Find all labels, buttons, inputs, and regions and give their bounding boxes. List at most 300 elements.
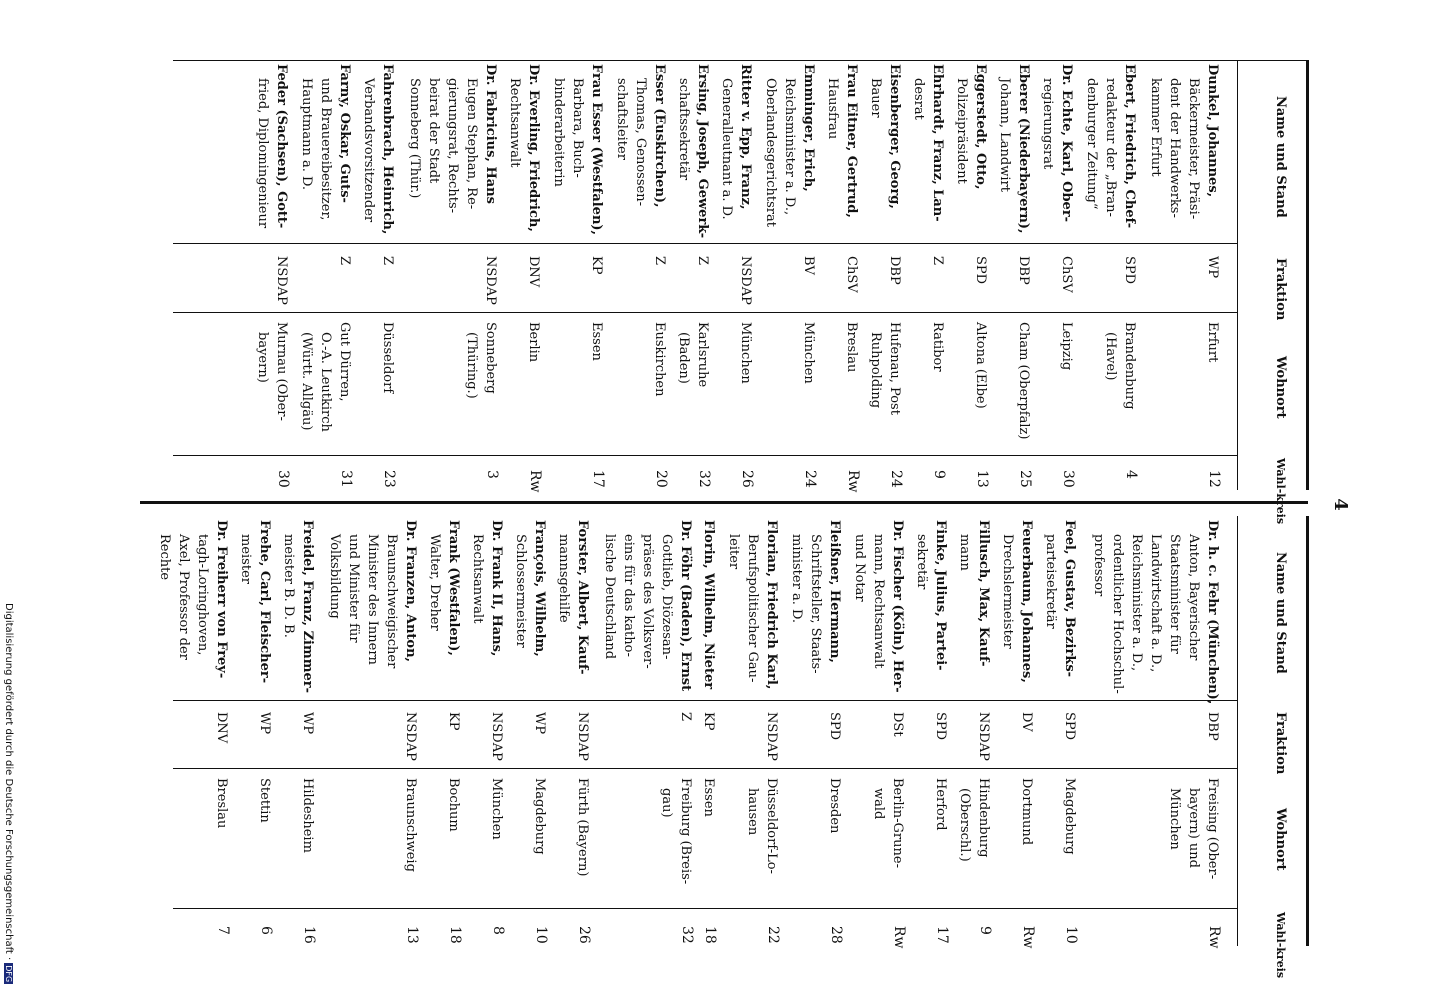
right-row-16-wohnort-line: Stettin (257, 778, 272, 823)
right-row-6-name-cell (787, 520, 844, 674)
left-row-17-name-cell (253, 64, 291, 228)
right-row-12-wahlkreis: 8 (490, 926, 506, 935)
right-row-15-fraktion: WP (300, 712, 315, 735)
left-row-9-name-cell (717, 64, 755, 220)
right-row-13-wohnort-line: Bochum (446, 778, 461, 832)
left-row-6-name: Eisenberger, Georg, (887, 64, 902, 209)
right-row-16-stand-line: meister (238, 534, 253, 584)
left-row-4-stand-line: Polizeipräsident (954, 78, 969, 184)
left-row-6-wahlkreis: 24 (888, 470, 904, 488)
left-row-1-name: Ebert, Friedrich, Chef- (1122, 64, 1137, 229)
right-row-0-wohnort-line: München (1167, 788, 1182, 850)
right-row-10-wohnort (573, 778, 592, 876)
left-row-3-wahlkreis: 25 (1017, 470, 1033, 488)
left-row-7-wohnort (842, 322, 861, 372)
right-row-0-name: Dr. h. c. Fehr (München), (1205, 520, 1220, 705)
left-row-1-fraktion: SPD (1122, 256, 1137, 285)
right-row-13-wohnort (444, 778, 463, 832)
right-row-2-wahlkreis: Rw (1020, 926, 1036, 949)
right-row-16-wohnort (255, 778, 274, 823)
left-row-13-stand-line: Rechtsanwalt (507, 78, 522, 168)
left-row-8-name: Emminger, Erich, (801, 64, 816, 192)
left-row-16-wohnort-line: (Württ. Allgäu) (299, 332, 314, 431)
right-row-11-name-cell (511, 520, 549, 657)
right-row-3-wohnort-line: Hindenburg (976, 778, 991, 858)
left-row-5-wahlkreis: 9 (931, 470, 947, 479)
right-row-2-fraktion: DV (1019, 712, 1034, 732)
right-row-0-wohnort (1165, 778, 1222, 879)
right-row-0-wahlkreis: Rw (1206, 926, 1222, 949)
right-row-3-name-cell (955, 520, 993, 667)
left-row-3-wohnort-line: Cham (Oberpfalz) (1016, 322, 1031, 440)
left-row-13-wahlkreis: Rw (527, 470, 543, 493)
left-row-9-wahlkreis: 26 (739, 470, 755, 488)
right-row-17-stand-line: tagh-Loringhoven, (195, 534, 210, 656)
left-row-16-name-cell (297, 64, 354, 220)
right-row-4-wahlkreis: 17 (934, 926, 950, 944)
left-col-sep-2 (173, 312, 1238, 313)
left-row-15-fraktion: Z (380, 256, 395, 266)
left-row-10-fraktion: Z (695, 256, 710, 266)
left-row-9-name: Ritter v. Epp, Franz, (738, 64, 753, 210)
left-row-7-wahlkreis: Rw (845, 470, 861, 493)
right-row-14-wohnort (401, 778, 420, 872)
right-row-14-fraktion: NSDAP (403, 712, 418, 761)
right-row-6-stand-line: minister a. D. (789, 534, 804, 624)
right-row-5-wohnort (869, 778, 907, 868)
right-row-9-fraktion: Z (678, 712, 693, 722)
right-row-14-name: Dr. Franzen, Anton, (403, 520, 418, 663)
right-row-8-wohnort (699, 778, 718, 817)
left-col-sep-3 (173, 455, 1238, 456)
left-row-16-wohnort (297, 322, 354, 432)
right-row-10-wohnort-line: Fürth (Bayern) (575, 778, 590, 877)
left-row-5-fraktion: Z (930, 256, 945, 266)
right-row-5-fraktion: DSt (890, 712, 905, 737)
right-header-wahlkreis: Wahl-kreis (1274, 912, 1287, 979)
left-row-3-name-cell (995, 64, 1033, 234)
footer-text: Digitalisierung gefördert durch die Deutsche Forschungsgemeinschaft · (3, 603, 14, 961)
left-row-10-wohnort (674, 322, 712, 387)
left-col-sep-1 (173, 243, 1238, 244)
right-row-17-stand-line: Rechte (157, 534, 172, 581)
right-table-right-border (1306, 516, 1309, 946)
left-row-2-name-cell (1038, 64, 1076, 222)
right-row-0-stand-line: ordentlicher Hochschul- (1110, 534, 1125, 694)
left-row-15-name: Fahrenbrach, Heinrich, (380, 64, 395, 235)
right-row-15-wohnort (298, 778, 317, 853)
right-row-12-wohnort (487, 778, 506, 840)
right-table-header-sep (1237, 516, 1238, 946)
right-row-0-wohnort-line: Freising (Ober- (1205, 778, 1220, 880)
left-row-12-wahlkreis: 17 (590, 470, 606, 488)
left-row-1-stand-line: redakteur der „Bran- (1103, 78, 1118, 217)
right-row-7-stand-line: leiter (726, 534, 741, 570)
left-row-4-fraktion: SPD (973, 256, 988, 285)
left-row-4-wohnort-line: Altona (Elbe) (973, 322, 988, 409)
left-row-2-stand-line: regierungsrat (1040, 78, 1055, 170)
right-row-4-wohnort (931, 778, 950, 830)
right-row-17-wohnort (212, 778, 231, 828)
left-row-5-name-cell (909, 64, 947, 222)
left-row-17-wahlkreis: 30 (275, 470, 291, 488)
right-row-13-name: Frank (Westfalen), (446, 520, 461, 656)
right-row-7-fraktion: NSDAP (764, 712, 779, 761)
right-row-3-name: Fillusch, Max, Kauf- (976, 520, 991, 667)
right-row-5-name-cell (850, 520, 907, 693)
right-row-1-fraktion: SPD (1062, 712, 1077, 741)
left-row-0-wohnort (1203, 322, 1222, 362)
right-row-13-fraktion: KP (446, 712, 461, 731)
right-row-11-wahlkreis: 10 (533, 926, 549, 944)
right-row-14-stand-line: Minister des Innern (365, 534, 380, 665)
right-row-8-name: Florin, Wilhelm, Nieter (701, 520, 716, 690)
left-row-8-wohnort-line: München (801, 322, 816, 384)
right-row-0-stand-line: Anton, Bayerischer (1186, 534, 1201, 661)
footer-credit (3, 603, 14, 984)
left-row-11-stand-line: Thomas, Genossen- (633, 78, 648, 206)
left-row-12-wohnort (587, 322, 606, 361)
right-row-1-stand-line: parteisekretär (1043, 534, 1058, 629)
left-row-14-wohnort-line: (Thüring.) (464, 332, 479, 399)
right-row-3-wohnort (955, 778, 993, 862)
left-header-wohnort: Wohnort (1273, 356, 1288, 419)
left-row-13-name-cell (505, 64, 543, 232)
right-row-2-wohnort (1017, 778, 1036, 845)
left-row-1-stand-line: denburger Zeitung“ (1084, 78, 1099, 210)
left-row-11-fraktion: Z (652, 256, 667, 266)
left-row-8-name-cell (761, 64, 818, 227)
right-row-15-wohnort-line: Hildesheim (300, 778, 315, 853)
left-row-15-name-cell (359, 64, 397, 234)
left-row-10-name: Ersing, Joseph, Gewerk- (695, 64, 710, 239)
right-row-0-stand-line: professor (1091, 534, 1106, 597)
right-row-7-wohnort-line: Düsseldorf-Lo- (764, 778, 779, 874)
right-row-11-wohnort-line: Magdeburg (532, 778, 547, 855)
right-row-12-name-cell (468, 520, 506, 656)
right-row-9-wohnort-line: Freiburg (Breis- (678, 778, 693, 885)
right-row-6-wohnort-line: Dresden (827, 778, 842, 834)
right-row-14-wahlkreis: 13 (404, 926, 420, 944)
left-row-6-wohnort-line: Ruhpolding (868, 332, 883, 409)
left-row-8-fraktion: BV (801, 256, 816, 275)
left-row-0-stand-line: dent der Handwerks- (1167, 78, 1182, 218)
left-row-4-name: Eggerstedt, Otto, (973, 64, 988, 190)
right-row-6-wohnort (825, 778, 844, 833)
left-row-7-wohnort-line: Breslau (844, 322, 859, 373)
right-row-3-fraktion: NSDAP (976, 712, 991, 761)
left-row-14-stand-line: gierungsrat, Rechts- (445, 78, 460, 214)
right-row-12-name: Dr. Frank II, Hans, (489, 520, 504, 657)
right-row-0-stand-line: Staatsminister für (1167, 534, 1182, 654)
right-row-9-stand-line: präses des Volksver- (640, 534, 655, 669)
right-row-17-name: Dr. Freiherr von Frey- (214, 520, 229, 679)
left-row-5-wohnort (928, 322, 947, 372)
right-row-14-stand-line: und Minister für (346, 534, 361, 643)
left-table-top (173, 60, 1309, 61)
right-row-10-name: Forster, Albert, Kauf- (575, 520, 590, 675)
left-row-17-fraktion: NSDAP (274, 256, 289, 305)
right-row-6-name: Fleißner, Hermann, (827, 520, 842, 663)
left-row-1-wohnort-line: Brandenburg (1122, 322, 1137, 410)
left-row-17-name: Feder (Sachsen), Gott- (274, 64, 289, 229)
left-row-12-wohnort-line: Essen (589, 322, 604, 361)
right-row-4-stand-line: sekretär (914, 534, 929, 590)
right-row-3-wohnort-line: (Oberschl.) (957, 788, 972, 862)
right-header-fraktion: Fraktion (1273, 712, 1288, 775)
left-row-16-fraktion: Z (337, 256, 352, 266)
left-row-14-wohnort (462, 322, 500, 399)
right-row-0-name-cell (1089, 520, 1222, 704)
right-row-5-wohnort-line: Berlin-Grune- (890, 778, 905, 868)
left-row-16-wahlkreis: 31 (338, 470, 354, 488)
left-header-name: Name und Stand (1273, 96, 1288, 218)
right-row-17-wohnort-line: Breslau (214, 778, 229, 829)
right-col-sep-1 (173, 700, 1238, 701)
right-row-12-wohnort-line: München (489, 778, 504, 840)
right-col-sep-3 (173, 908, 1238, 909)
right-row-8-wahlkreis: 18 (702, 926, 718, 944)
left-table-header-sep (1237, 60, 1238, 490)
right-row-2-name: Feuerbaum, Johannes, (1019, 520, 1034, 683)
right-row-1-name-cell (1041, 520, 1079, 677)
right-row-13-wahlkreis: 18 (447, 926, 463, 944)
right-row-0-fraktion: DBP (1205, 712, 1220, 741)
right-row-12-fraktion: NSDAP (489, 712, 504, 761)
right-row-1-name: Feel, Gustav, Bezirks- (1062, 520, 1077, 678)
left-row-14-fraktion: NSDAP (483, 256, 498, 305)
right-row-12-stand-line: Rechtsanwalt (470, 534, 485, 624)
right-row-13-stand-line: Walter, Dreher (427, 534, 442, 631)
right-row-10-wahlkreis: 26 (576, 926, 592, 944)
left-row-13-wohnort (524, 322, 543, 362)
right-row-11-wohnort (530, 778, 549, 855)
right-row-9-wohnort (657, 778, 695, 884)
left-row-11-stand-line: schaftsleiter (614, 78, 629, 160)
left-row-1-name-cell (1082, 64, 1139, 228)
left-row-16-wohnort-line: Gut Dürren, (337, 322, 352, 402)
page-number: 4 (1329, 498, 1351, 511)
left-row-7-fraktion: ChSV (844, 256, 859, 293)
right-row-7-name-cell (724, 520, 781, 689)
left-row-0-wohnort-line: Erfurt (1205, 322, 1220, 363)
left-row-4-wahlkreis: 13 (974, 470, 990, 488)
left-row-3-stand-line: Johann, Landwirt (997, 78, 1012, 192)
right-row-9-wahlkreis: 32 (679, 926, 695, 944)
right-row-8-name-cell (699, 520, 718, 689)
left-row-0-fraktion: WP (1205, 256, 1220, 279)
left-row-13-wohnort-line: Berlin (526, 322, 541, 363)
right-row-7-wahlkreis: 22 (765, 926, 781, 944)
right-row-14-name-cell (325, 520, 420, 668)
right-row-5-wahlkreis: Rw (891, 926, 907, 949)
right-row-14-stand-line: Braunschweigischer (384, 534, 399, 669)
right-row-1-wohnort-line: Magdeburg (1062, 778, 1077, 855)
left-row-17-wohnort (253, 322, 291, 421)
right-row-16-name: Frehe, Carl, Fleischer- (257, 520, 272, 684)
left-row-9-wohnort (736, 322, 755, 384)
right-row-7-wohnort (743, 778, 781, 874)
right-row-17-fraktion: DNV (214, 712, 229, 744)
right-row-7-name: Florian, Friedrich Karl, (764, 520, 779, 690)
left-row-5-name: Ehrhardt, Franz, Lan- (930, 64, 945, 222)
right-header-wohnort: Wohnort (1273, 808, 1288, 871)
left-row-16-stand-line: und Brauereibesitzer, (318, 78, 333, 221)
left-row-7-name-cell (823, 64, 861, 218)
right-row-13-name-cell (425, 520, 463, 656)
right-row-5-stand-line: mann, Rechtsanwalt (871, 534, 886, 669)
right-row-5-stand-line: und Notar (852, 534, 867, 602)
left-row-10-name-cell (674, 64, 712, 238)
left-row-0-stand-line: Bäckermeister, Präsi- (1186, 78, 1201, 220)
right-row-16-wahlkreis: 6 (258, 926, 274, 935)
left-row-14-stand-line: beirat der Stadt (426, 78, 441, 184)
left-row-17-wohnort-line: bayern) (255, 332, 270, 383)
right-row-6-stand-line: Schriftsteller, Staats- (808, 534, 823, 674)
right-row-14-stand-line: Volksbildung (327, 534, 342, 619)
right-header-name: Name und Stand (1273, 552, 1288, 674)
right-row-8-wohnort-line: Essen (701, 778, 716, 817)
right-row-17-stand-line: Axel, Professor der (176, 534, 191, 660)
left-row-8-wahlkreis: 24 (802, 470, 818, 488)
left-row-10-wahlkreis: 32 (696, 470, 712, 488)
left-row-11-wohnort-line: Euskirchen (652, 322, 667, 397)
right-col-sep-2 (173, 768, 1238, 769)
left-row-9-stand-line: Generalleutnant a. D. (719, 78, 734, 220)
left-row-17-stand-line: fried, Diplomingenieur (255, 78, 270, 229)
right-row-15-stand-line: meister B. D. B. (281, 534, 296, 638)
right-row-16-fraktion: WP (257, 712, 272, 735)
left-row-1-wahlkreis: 4 (1123, 470, 1139, 479)
left-row-17-wohnort-line: Murnau (Ober- (274, 322, 289, 421)
center-divider (140, 501, 1308, 504)
left-row-8-wohnort (799, 322, 818, 384)
right-row-3-stand-line: mann (957, 534, 972, 571)
right-row-5-wohnort-line: wald (871, 788, 886, 820)
right-row-9-stand-line: eins für das katho- (621, 534, 636, 657)
left-row-2-fraktion: ChSV (1059, 256, 1074, 293)
right-row-9-wohnort-line: gau) (659, 788, 674, 818)
left-row-2-wohnort (1057, 322, 1076, 370)
right-row-6-fraktion: SPD (827, 712, 842, 741)
right-row-2-stand-line: Drechslermeister (1000, 534, 1015, 649)
left-row-14-wohnort-line: Sonneberg (483, 322, 498, 394)
left-row-6-stand-line: Bauer (868, 78, 883, 118)
right-row-15-name-cell (279, 520, 317, 693)
left-row-16-name: Farny, Oskar, Guts- (337, 64, 352, 203)
left-row-7-name: Frau Eitner, Gertrud, (844, 64, 859, 218)
right-row-10-stand-line: mannsgehilfe (556, 534, 571, 623)
right-row-16-name-cell (236, 520, 274, 683)
left-row-14-stand-line: Eugen Stephan, Re- (464, 78, 479, 210)
right-row-3-wahlkreis: 9 (977, 926, 993, 935)
left-row-3-fraktion: DBP (1016, 256, 1031, 285)
right-row-9-name-cell (600, 520, 695, 691)
left-row-11-name: Esser (Euskirchen), (652, 64, 667, 208)
left-row-10-wohnort-line: Karlsruhe (695, 322, 710, 388)
right-row-4-wohnort-line: Herford (933, 778, 948, 831)
left-row-10-wohnort-line: (Baden) (676, 332, 691, 384)
right-row-0-stand-line: Reichsminister a. D., (1129, 534, 1144, 672)
left-row-1-wohnort (1101, 322, 1139, 410)
left-row-0-stand-line: kammer Erfurt (1148, 78, 1163, 177)
right-row-8-fraktion: KP (701, 712, 716, 731)
right-row-15-name: Freidel, Franz, Zimmer- (300, 520, 315, 694)
right-row-4-name-cell (912, 520, 950, 671)
left-row-6-fraktion: DBP (887, 256, 902, 285)
left-row-12-stand-line: binderarbeiterin (551, 78, 566, 187)
left-row-7-stand-line: Hausfrau (825, 78, 840, 140)
right-row-17-name-cell (155, 520, 231, 678)
left-row-9-wohnort-line: München (738, 322, 753, 384)
left-row-11-wahlkreis: 20 (653, 470, 669, 488)
left-row-16-stand-line: Hauptmann a. D. (299, 78, 314, 191)
right-row-0-wohnort-line: bayern) und (1186, 788, 1201, 868)
right-row-1-wohnort (1060, 778, 1079, 855)
right-row-10-fraktion: NSDAP (575, 712, 590, 761)
left-table-right-border (1306, 60, 1309, 490)
left-row-12-name-cell (549, 64, 606, 235)
left-row-11-name-cell (612, 64, 669, 208)
right-row-2-name-cell (998, 520, 1036, 683)
left-row-3-wohnort (1014, 322, 1033, 439)
left-row-14-wahlkreis: 3 (484, 470, 500, 479)
left-row-6-wohnort (866, 322, 904, 415)
right-row-15-wahlkreis: 16 (301, 926, 317, 944)
left-row-8-stand-line: Reichsminister a. D., (782, 78, 797, 216)
left-row-9-fraktion: NSDAP (738, 256, 753, 305)
right-row-17-wahlkreis: 7 (215, 926, 231, 935)
left-row-0-wahlkreis: 12 (1206, 470, 1222, 488)
left-row-6-name-cell (866, 64, 904, 209)
right-row-0-stand-line: Landwirtschaft a. D., (1148, 534, 1163, 673)
left-row-16-wohnort-line: O.-A. Leutkirch (318, 332, 333, 432)
left-row-6-wohnort-line: Hufenau, Post (887, 322, 902, 415)
left-row-5-wohnort-line: Ratibor (930, 322, 945, 372)
left-row-0-name-cell (1146, 64, 1222, 219)
left-row-4-wohnort (971, 322, 990, 409)
right-row-9-name: Dr. Föhr (Baden), Ernst (678, 520, 693, 692)
right-row-11-name: François, Wilhelm, (532, 520, 547, 657)
left-row-2-wahlkreis: 30 (1060, 470, 1076, 488)
left-row-12-stand-line: Barbara, Buch- (570, 78, 585, 178)
left-row-4-name-cell (952, 64, 990, 189)
left-row-3-name: Eberer (Niederbayern), (1016, 64, 1031, 234)
right-row-11-fraktion: WP (532, 712, 547, 735)
left-row-14-stand-line: Sonneberg (Thür.) (407, 78, 422, 199)
right-row-1-wahlkreis: 10 (1063, 926, 1079, 944)
left-row-2-name: Dr. Echte, Karl, Ober- (1059, 64, 1074, 223)
right-row-4-name: Finke, Julius, Partei- (933, 520, 948, 671)
left-row-5-stand-line: desrat (911, 78, 926, 120)
right-row-11-stand-line: Schlossermeister (513, 534, 528, 648)
right-row-4-fraktion: SPD (933, 712, 948, 741)
right-row-2-wohnort-line: Dortmund (1019, 778, 1034, 846)
left-row-12-name: Frau Esser (Westfalen), (589, 64, 604, 236)
left-row-13-fraktion: DNV (526, 256, 541, 288)
left-row-0-name: Dunkel, Johannes, (1205, 64, 1220, 198)
left-row-15-wohnort (378, 322, 397, 393)
right-row-9-stand-line: lische Deutschland (602, 534, 617, 660)
left-row-2-wohnort-line: Leipzig (1059, 322, 1074, 371)
right-row-14-wohnort-line: Braunschweig (403, 778, 418, 872)
dfg-logo: DFG (4, 965, 13, 983)
left-row-12-fraktion: KP (589, 256, 604, 275)
left-row-15-stand-line: Verbandsvorsitzender (361, 78, 376, 223)
right-row-7-stand-line: Berufspolitischer Gau- (745, 534, 760, 683)
right-row-9-stand-line: Gottlieb, Diözesan- (659, 534, 674, 660)
left-row-1-wohnort-line: (Havel) (1103, 332, 1118, 381)
